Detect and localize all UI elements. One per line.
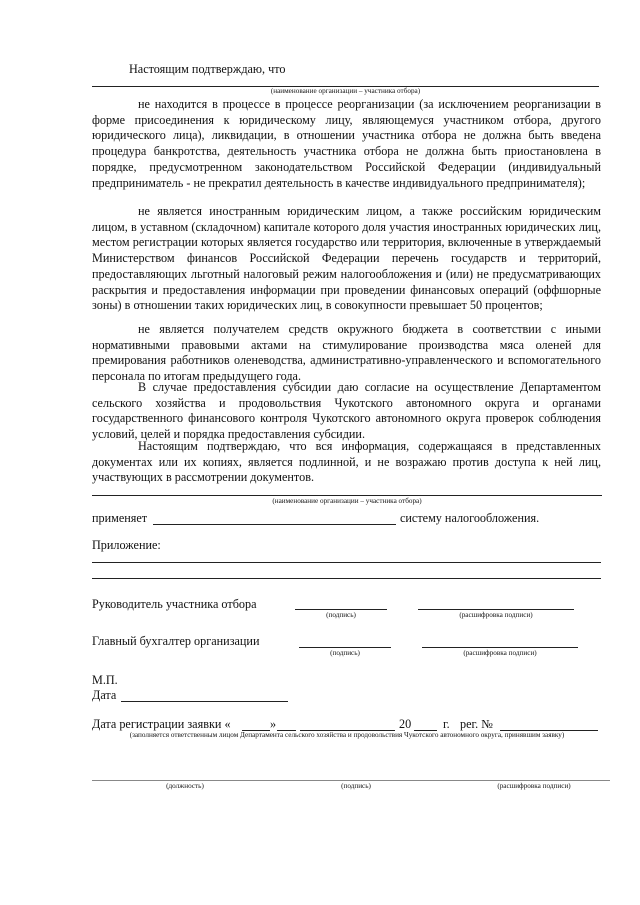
- date-field[interactable]: [121, 701, 288, 702]
- paragraph-confirmation: Настоящим подтверждаю, что вся информация, содержащаяся в представленных документах или их копиях, является подлинной, и не возражаю против доступа к ней лиц, участвующих в рассмотрении документов.: [92, 439, 601, 485]
- registration-quote-close: »: [270, 717, 277, 731]
- accountant-signature-line[interactable]: [299, 647, 391, 648]
- chief-accountant-label: Главный бухгалтер организации: [92, 634, 260, 648]
- registration-year-prefix: 20: [399, 717, 412, 731]
- head-signature-caption: (подпись): [326, 611, 356, 619]
- accountant-decoding-caption: (расшифровка подписи): [463, 649, 537, 657]
- attachment-label: Приложение:: [92, 538, 161, 552]
- accountant-decoding-line[interactable]: [422, 647, 578, 648]
- attachment-line-1[interactable]: [92, 562, 601, 563]
- date-label: Дата: [92, 688, 117, 702]
- intro-text: Настоящим подтверждаю, что: [129, 62, 286, 76]
- paragraph-consent: В случае предоставления субсидии даю согласие на осуществление Департаментом сельского хозяйства и продовольствия Чукотского автономного округа и органами государственного финансового контроля Чукотского автономного округа проверок соблюдения условий, целей и порядка предоставления субсидии.: [92, 380, 601, 442]
- org-name-line-2: [92, 495, 602, 496]
- paragraph-budget-recipient: не является получателем средств окружного бюджета в соответствии с иными нормативными правовыми актами на стимулирование производства мяса оленей для премирования работников оленеводства, административно-управленческого и вспомогательного персонала по итогам предыдущего года.: [92, 322, 601, 384]
- paragraph-reorganization: не находится в процессе в процессе реорганизации (за исключением реорганизации в форме присоединения к юридическому лицу, являющемуся участником отбора, другого юридического лица), ликвидации, в отношении участника отбора не должна быть введена процедура банкротства, деятельность участника отбора не должна быть приостановлена в порядке, предусмотренном законодательством Российской Федерации (индивидуальный предприниматель - не прекратил деятельность в качестве индивидуального предпринимателя);: [92, 97, 601, 190]
- registration-note: (заполняется ответственным лицом Департамента сельского хозяйства и продовольствия Чукотского автономного округа, принявшим заявку): [129, 731, 565, 739]
- bottom-decoding-caption: (расшифровка подписи): [497, 782, 571, 790]
- head-decoding-line[interactable]: [418, 609, 574, 610]
- registration-year-suffix: г.: [443, 717, 450, 731]
- org-name-caption-2: (наименование организации – участника отбора): [272, 497, 422, 505]
- applies-suffix: систему налогообложения.: [400, 511, 540, 525]
- position-caption: (должность): [166, 782, 204, 790]
- registration-number-label: рег. №: [460, 717, 493, 731]
- bottom-signature-caption: (подпись): [341, 782, 371, 790]
- paragraph-foreign-entity: не является иностранным юридическим лицом, а также российским юридическим лицом, в уставном (складочном) капитале которого доля участия иностранных юридических лиц, местом регистрации которых является государство или территория, включенные в утверждаемый Министерством финансов Российской Федерации перечень государств и территорий, предоставляющих льготный налоговый режим налогообложения и (или) не предусматривающих раскрытия и предоставления информации при проведении финансовых операций (оффшорные зоны) в отношении таких юридических лиц, в совокупности превышает 50 процентов;: [92, 204, 601, 313]
- accountant-signature-caption: (подпись): [330, 649, 360, 657]
- tax-system-field[interactable]: [153, 524, 396, 525]
- attachment-line-2[interactable]: [92, 578, 601, 579]
- org-name-caption: (наименование организации – участника отбора): [270, 87, 421, 95]
- applies-prefix: применяет: [92, 511, 148, 525]
- head-label: Руководитель участника отбора: [92, 597, 257, 611]
- head-signature-line[interactable]: [295, 609, 387, 610]
- seal-label: М.П.: [92, 673, 118, 687]
- bottom-signature-line[interactable]: [92, 780, 610, 781]
- head-decoding-caption: (расшифровка подписи): [459, 611, 533, 619]
- registration-prefix: Дата регистрации заявки «: [92, 717, 231, 731]
